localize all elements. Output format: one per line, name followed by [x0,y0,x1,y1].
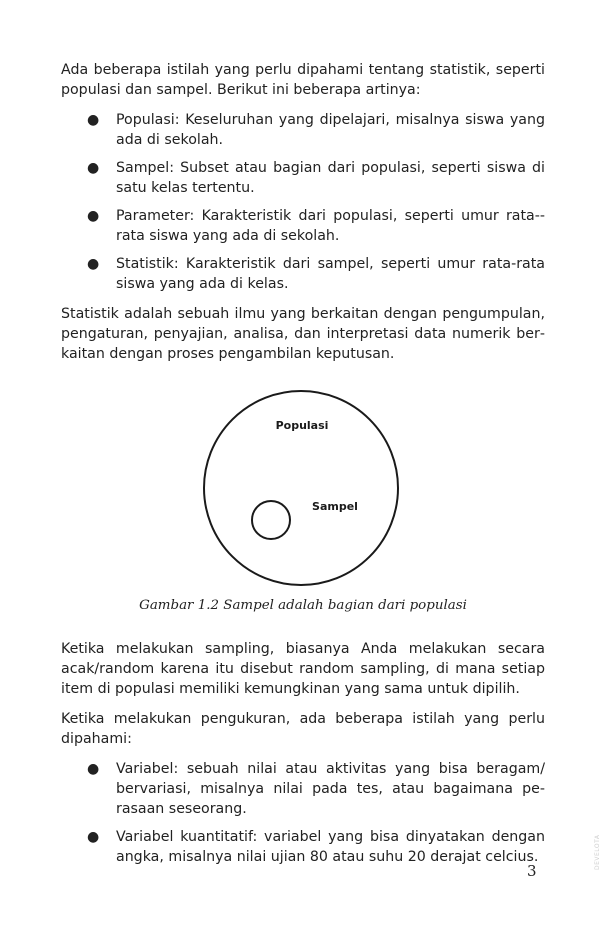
sample-circle [252,501,290,539]
bullet-icon: ● [87,160,100,176]
population-sample-figure [61,384,545,589]
sample-label: Sampel [312,500,358,513]
bullet-icon: ● [87,208,100,224]
list-item [61,759,545,819]
bullet-icon: ● [87,112,100,128]
variables-list [61,759,545,867]
intro-paragraph: Ada beberapa istilah yang perlu dipahami tentang statistik, seperti populasi dan sampel. Berikut ini beberapa artinya: [61,62,545,98]
page-content [61,60,545,877]
term-sampel: Sampel: Subset atau bagian dari populasi, seperti siswa di satu kelas tertentu. [116,160,545,196]
list-item [61,827,545,867]
list-item [61,206,545,246]
page-number: 3 [527,862,537,880]
watermark: DEVELOTA [594,834,601,870]
definition-paragraph: Statistik adalah sebuah ilmu yang berkaitan dengan pengumpulan, pengaturan, penyajian, analisa, dan interpretasi data numerik berkaitan dengan proses pengambilan keputusan. [61,306,545,362]
list-item [61,110,545,150]
terms-list [61,110,545,294]
bullet-icon: ● [87,761,100,777]
bullet-icon: ● [87,829,100,845]
term-parameter: Parameter: Karakteristik dari populasi, seperti umur rata-rata siswa yang ada di sekolah. [116,208,545,244]
term-populasi: Populasi: Keseluruhan yang dipelajari, misalnya siswa yang ada di sekolah. [116,112,545,148]
list-item [61,158,545,198]
list-item [61,254,545,294]
term-variabel-kuantitatif: Variabel kuantitatif: variabel yang bisa dinyatakan dengan angka, misalnya nilai ujian 80 atau suhu 20 derajat celcius. [116,829,545,865]
population-label: Populasi [275,419,329,432]
term-variabel: Variabel: sebuah nilai atau aktivitas yang bisa beragam/ bervariasi, misalnya nilai pada tes, atau bagaimana perasaan seseorang. [116,761,545,817]
sampling-paragraph: Ketika melakukan sampling, biasanya Anda melakukan secara acak/random karena itu disebut random sampling, di mana setiap item di populasi memiliki kemungkinan yang sama untuk dipilih. [61,641,545,697]
bullet-icon: ● [87,256,100,272]
term-statistik: Statistik: Karakteristik dari sampel, seperti umur rata-rata siswa yang ada di kelas. [116,256,545,292]
figure-caption: Gambar 1.2 Sampel adalah bagian dari populasi [139,598,467,613]
venn-diagram [61,384,545,589]
measurement-paragraph: Ketika melakukan pengukuran, ada beberapa istilah yang perlu dipahami: [61,711,545,747]
